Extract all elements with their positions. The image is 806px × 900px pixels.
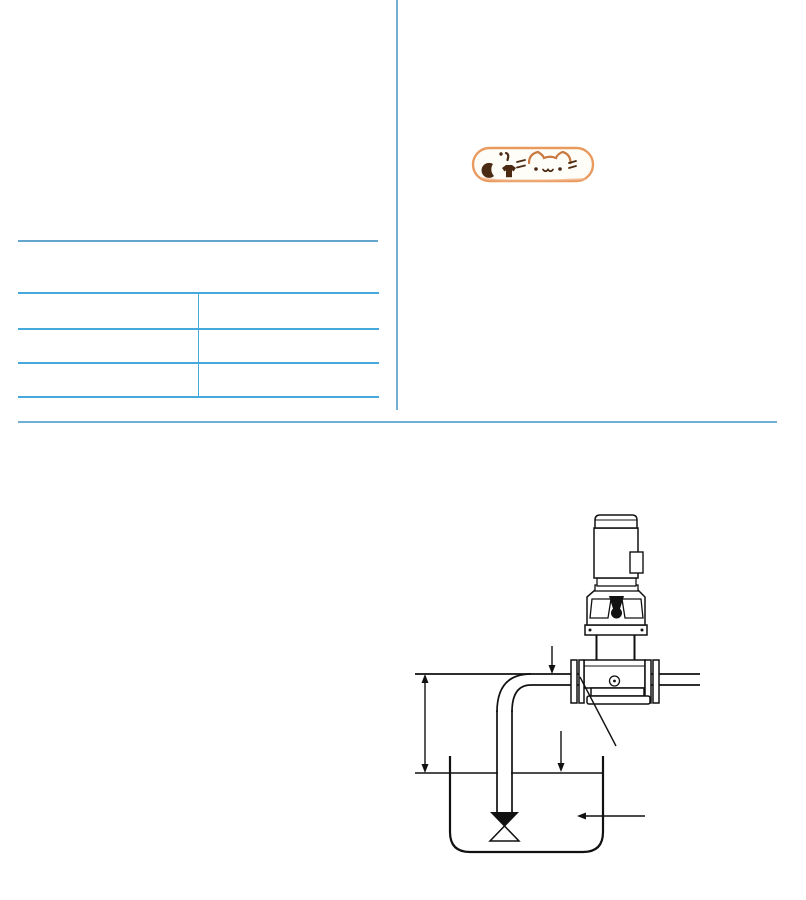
table-header-row [18, 293, 379, 329]
tank [450, 756, 603, 852]
inlet-diagram [403, 460, 806, 900]
table-header-pressure [199, 293, 380, 329]
cell-pressure [199, 329, 380, 363]
table-row [18, 329, 379, 363]
foot-valve-icon [490, 812, 519, 841]
table-header-connection [18, 293, 199, 329]
section-divider [18, 240, 378, 242]
main-divider [18, 421, 777, 423]
table-row [18, 363, 379, 397]
cat-sticker [473, 148, 593, 181]
max-pressure-table [18, 292, 379, 398]
pump-drawing [571, 515, 659, 704]
cell-pressure [199, 363, 380, 397]
column-divider [396, 0, 398, 410]
derating-chart [403, 118, 803, 358]
cell-connection [18, 329, 199, 363]
sticker-dot [499, 152, 502, 155]
cell-connection [18, 363, 199, 397]
